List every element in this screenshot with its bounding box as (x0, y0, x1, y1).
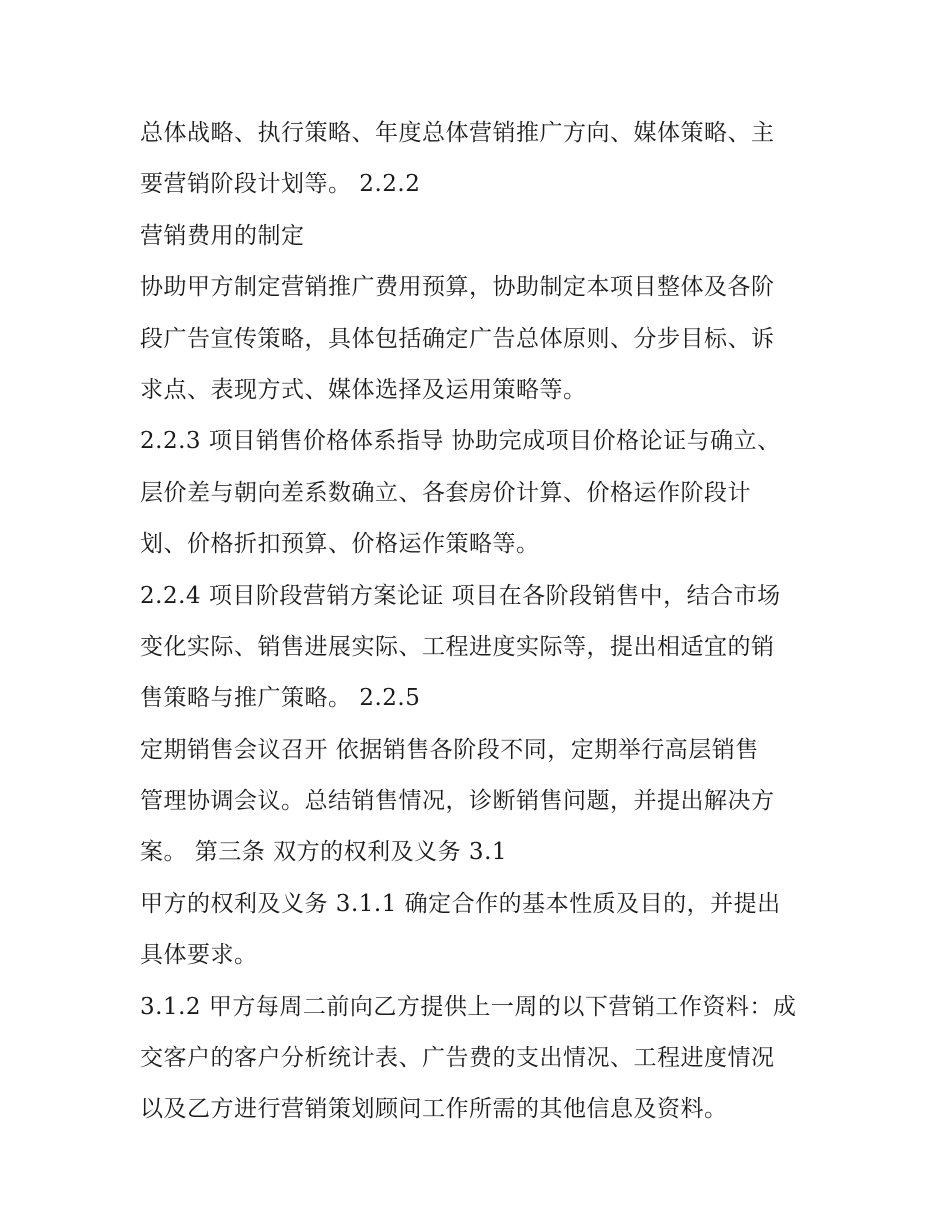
text-line: 层价差与朝向差系数确立、各套房价计算、价格运作阶段计 (140, 479, 751, 506)
text-line: 定期销售会议召开 依据销售各阶段不同，定期举行高层销售 (140, 736, 759, 763)
text-line: 交客户的客户分析统计表、广告费的支出情况、工程进度情况 (140, 1045, 775, 1072)
text-line: 求点、表现方式、媒体选择及运用策略等。 (140, 376, 587, 403)
text-line: 管理协调会议。总结销售情况，诊断销售问题，并提出解决方 (140, 788, 775, 815)
text-line: 2.2.4 项目阶段营销方案论证 项目在各阶段销售中，结合市场 (140, 582, 781, 609)
text-line: 案。 第三条 双方的权利及义务 3.1 (140, 839, 508, 866)
text-line: 段广告宣传策略，具体包括确定广告总体原则、分步目标、诉 (140, 325, 775, 352)
text-line: 售策略与推广策略。 2.2.5 (140, 685, 421, 712)
text-line: 具体要求。 (140, 942, 258, 969)
text-line: 营销费用的制定 (140, 222, 305, 249)
document-body (140, 108, 820, 1136)
text-line: 以及乙方进行营销策划顾问工作所需的其他信息及资料。 (140, 1096, 728, 1123)
text-line: 甲方的权利及义务 3.1.1 确定合作的基本性质及目的，并提出 (140, 890, 781, 917)
text-line: 协助甲方制定营销推广费用预算，协助制定本项目整体及各阶 (140, 274, 775, 301)
text-line: 变化实际、销售进展实际、工程进度实际等，提出相适宜的销 (140, 633, 775, 660)
text-line: 要营销阶段计划等。 2.2.2 (140, 171, 421, 198)
text-line: 2.2.3 项目销售价格体系指导 协助完成项目价格论证与确立、 (140, 428, 781, 455)
text-line: 3.1.2 甲方每周二前向乙方提供上一周的以下营销工作资料：成 (140, 993, 797, 1020)
text-line: 总体战略、执行策略、年度总体营销推广方向、媒体策略、主 (140, 120, 775, 146)
text-line: 划、价格折扣预算、价格运作策略等。 (140, 531, 540, 558)
